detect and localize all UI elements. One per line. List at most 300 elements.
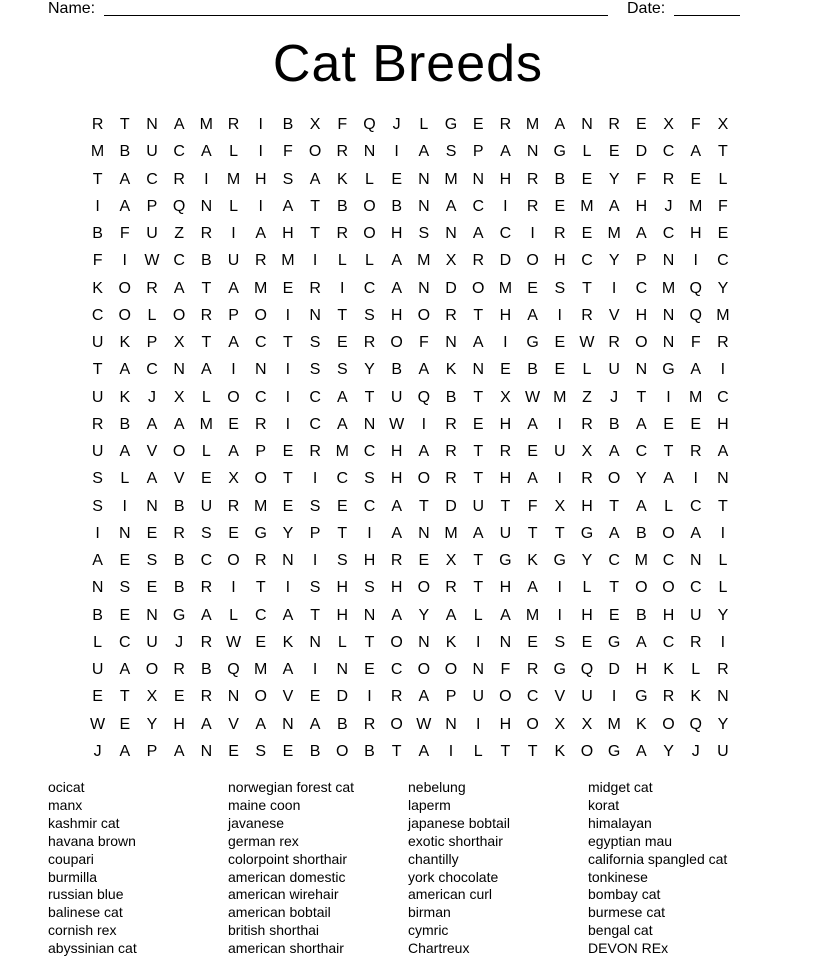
- grid-letter[interactable]: O: [635, 334, 648, 351]
- grid-letter[interactable]: S: [146, 552, 158, 569]
- grid-letter[interactable]: K: [690, 688, 702, 706]
- grid-letter[interactable]: O: [417, 306, 431, 324]
- grid-letter[interactable]: I: [285, 415, 291, 433]
- grid-letter[interactable]: R: [526, 197, 539, 215]
- grid-letter[interactable]: M: [498, 279, 513, 297]
- grid-letter[interactable]: I: [475, 715, 481, 733]
- grid-letter[interactable]: E: [282, 443, 294, 460]
- grid-letter[interactable]: I: [258, 116, 263, 133]
- grid-letter[interactable]: I: [611, 279, 617, 297]
- grid-letter[interactable]: B: [119, 415, 131, 433]
- grid-letter[interactable]: A: [391, 524, 402, 542]
- grid-letter[interactable]: L: [147, 306, 157, 324]
- grid-letter[interactable]: K: [636, 715, 647, 733]
- grid-letter[interactable]: U: [499, 524, 512, 542]
- grid-letter[interactable]: V: [554, 688, 566, 706]
- grid-letter[interactable]: Q: [689, 279, 702, 297]
- grid-letter[interactable]: C: [526, 688, 539, 706]
- grid-letter[interactable]: X: [309, 116, 321, 133]
- grid-letter[interactable]: B: [608, 415, 620, 433]
- grid-letter[interactable]: S: [309, 334, 321, 351]
- grid-letter[interactable]: B: [173, 497, 185, 515]
- grid-letter[interactable]: N: [662, 252, 675, 270]
- grid-letter[interactable]: C: [717, 388, 729, 406]
- grid-letter[interactable]: R: [499, 443, 512, 460]
- grid-letter[interactable]: W: [144, 252, 160, 270]
- grid-letter[interactable]: U: [390, 388, 403, 406]
- grid-letter[interactable]: T: [310, 197, 320, 215]
- grid-letter[interactable]: B: [309, 742, 321, 760]
- grid-letter[interactable]: I: [258, 143, 263, 161]
- grid-letter[interactable]: A: [255, 225, 267, 242]
- grid-letter[interactable]: R: [254, 252, 267, 270]
- grid-letter[interactable]: P: [146, 334, 158, 351]
- grid-letter[interactable]: O: [336, 742, 349, 760]
- grid-letter[interactable]: I: [312, 552, 318, 569]
- grid-letter[interactable]: R: [91, 415, 104, 433]
- grid-letter[interactable]: N: [146, 606, 158, 624]
- grid-letter[interactable]: E: [472, 415, 484, 433]
- grid-letter[interactable]: T: [473, 579, 484, 597]
- grid-letter[interactable]: X: [581, 715, 593, 733]
- grid-letter[interactable]: R: [662, 688, 675, 706]
- grid-letter[interactable]: A: [119, 443, 131, 460]
- grid-letter[interactable]: T: [473, 388, 484, 406]
- date-field[interactable]: [674, 15, 740, 16]
- grid-letter[interactable]: S: [554, 633, 566, 651]
- grid-letter[interactable]: G: [553, 143, 566, 161]
- grid-letter[interactable]: A: [173, 742, 185, 760]
- grid-letter[interactable]: S: [309, 579, 321, 597]
- grid-letter[interactable]: B: [119, 143, 131, 161]
- grid-letter[interactable]: T: [473, 306, 484, 324]
- grid-letter[interactable]: I: [312, 252, 318, 270]
- grid-letter[interactable]: A: [119, 197, 131, 215]
- grid-letter[interactable]: S: [92, 470, 103, 488]
- grid-letter[interactable]: L: [229, 143, 238, 161]
- grid-letter[interactable]: H: [173, 715, 185, 733]
- grid-letter[interactable]: E: [146, 579, 158, 597]
- grid-letter[interactable]: I: [557, 306, 562, 324]
- grid-letter[interactable]: E: [119, 606, 131, 624]
- grid-letter[interactable]: N: [499, 633, 512, 651]
- grid-letter[interactable]: I: [312, 661, 318, 678]
- grid-letter[interactable]: O: [444, 661, 458, 678]
- grid-letter[interactable]: F: [119, 225, 130, 242]
- grid-letter[interactable]: A: [282, 197, 294, 215]
- grid-letter[interactable]: X: [554, 497, 566, 515]
- grid-letter[interactable]: H: [717, 415, 729, 433]
- grid-letter[interactable]: L: [93, 633, 103, 651]
- grid-letter[interactable]: O: [580, 742, 594, 760]
- grid-letter[interactable]: N: [336, 661, 349, 678]
- grid-letter[interactable]: X: [146, 688, 158, 706]
- grid-letter[interactable]: R: [254, 415, 267, 433]
- grid-letter[interactable]: T: [718, 497, 728, 515]
- grid-letter[interactable]: U: [91, 334, 104, 351]
- grid-letter[interactable]: O: [254, 306, 267, 324]
- grid-letter[interactable]: T: [609, 579, 620, 597]
- grid-letter[interactable]: E: [228, 742, 239, 760]
- grid-letter[interactable]: E: [282, 497, 294, 515]
- grid-letter[interactable]: M: [199, 415, 213, 433]
- grid-letter[interactable]: I: [312, 470, 318, 488]
- grid-letter[interactable]: V: [282, 688, 294, 706]
- grid-letter[interactable]: S: [119, 579, 131, 597]
- grid-letter[interactable]: M: [444, 170, 458, 188]
- grid-letter[interactable]: G: [553, 552, 566, 569]
- grid-letter[interactable]: X: [554, 715, 566, 733]
- grid-letter[interactable]: M: [607, 715, 621, 733]
- grid-letter[interactable]: D: [635, 143, 648, 161]
- grid-letter[interactable]: C: [254, 334, 267, 351]
- grid-letter[interactable]: T: [473, 443, 484, 460]
- grid-letter[interactable]: A: [418, 443, 430, 460]
- grid-letter[interactable]: T: [364, 633, 375, 651]
- grid-letter[interactable]: N: [418, 524, 430, 542]
- grid-letter[interactable]: I: [720, 361, 726, 379]
- grid-letter[interactable]: A: [201, 361, 212, 379]
- grid-letter[interactable]: I: [611, 688, 617, 706]
- grid-letter[interactable]: T: [283, 334, 293, 351]
- grid-letter[interactable]: Q: [580, 661, 594, 678]
- grid-letter[interactable]: J: [147, 388, 156, 406]
- grid-letter[interactable]: N: [717, 688, 729, 706]
- grid-letter[interactable]: U: [91, 388, 104, 406]
- grid-letter[interactable]: R: [173, 524, 185, 542]
- grid-letter[interactable]: A: [146, 470, 158, 488]
- grid-letter[interactable]: A: [636, 497, 647, 515]
- grid-letter[interactable]: C: [336, 470, 349, 488]
- grid-letter[interactable]: N: [445, 715, 457, 733]
- grid-letter[interactable]: I: [231, 579, 236, 597]
- grid-letter[interactable]: E: [581, 225, 593, 242]
- grid-letter[interactable]: E: [228, 524, 239, 542]
- grid-letter[interactable]: N: [200, 742, 213, 760]
- grid-letter[interactable]: S: [282, 170, 294, 188]
- grid-letter[interactable]: O: [390, 633, 403, 651]
- grid-letter[interactable]: E: [527, 279, 538, 297]
- grid-letter[interactable]: R: [390, 688, 403, 706]
- grid-letter[interactable]: R: [554, 225, 566, 242]
- grid-letter[interactable]: H: [336, 579, 349, 597]
- grid-letter[interactable]: K: [282, 633, 294, 651]
- grid-letter[interactable]: O: [471, 279, 485, 297]
- grid-letter[interactable]: H: [390, 225, 403, 242]
- grid-letter[interactable]: E: [173, 688, 185, 706]
- grid-letter[interactable]: K: [119, 334, 131, 351]
- grid-letter[interactable]: T: [554, 524, 565, 542]
- grid-letter[interactable]: X: [581, 443, 593, 460]
- grid-letter[interactable]: W: [90, 715, 106, 733]
- grid-letter[interactable]: Q: [227, 661, 240, 678]
- grid-letter[interactable]: C: [608, 552, 620, 569]
- grid-letter[interactable]: R: [254, 552, 267, 569]
- grid-letter[interactable]: M: [525, 606, 540, 624]
- grid-letter[interactable]: G: [662, 361, 675, 379]
- grid-letter[interactable]: A: [527, 470, 538, 488]
- grid-letter[interactable]: Y: [581, 552, 593, 569]
- grid-letter[interactable]: F: [337, 116, 348, 133]
- grid-letter[interactable]: E: [119, 552, 131, 569]
- grid-letter[interactable]: I: [367, 524, 372, 542]
- grid-letter[interactable]: F: [718, 197, 728, 215]
- grid-letter[interactable]: A: [418, 143, 430, 161]
- grid-letter[interactable]: T: [500, 497, 511, 515]
- grid-letter[interactable]: R: [689, 443, 702, 460]
- grid-letter[interactable]: U: [472, 688, 484, 706]
- grid-letter[interactable]: N: [662, 334, 675, 351]
- grid-letter[interactable]: O: [118, 279, 131, 297]
- grid-letter[interactable]: A: [282, 661, 294, 678]
- grid-letter[interactable]: O: [118, 306, 131, 324]
- grid-letter[interactable]: B: [92, 606, 103, 624]
- grid-letter[interactable]: J: [93, 742, 102, 760]
- grid-letter[interactable]: T: [500, 742, 511, 760]
- grid-letter[interactable]: T: [527, 524, 538, 542]
- grid-letter[interactable]: O: [308, 143, 322, 161]
- grid-letter[interactable]: M: [254, 497, 268, 515]
- grid-letter[interactable]: C: [662, 633, 675, 651]
- grid-letter[interactable]: A: [418, 361, 430, 379]
- grid-letter[interactable]: T: [337, 306, 348, 324]
- grid-letter[interactable]: O: [390, 715, 403, 733]
- grid-letter[interactable]: A: [690, 524, 702, 542]
- grid-letter[interactable]: I: [122, 497, 127, 515]
- grid-letter[interactable]: P: [255, 443, 267, 460]
- grid-letter[interactable]: I: [285, 388, 291, 406]
- grid-letter[interactable]: D: [499, 252, 512, 270]
- grid-letter[interactable]: E: [418, 552, 430, 569]
- grid-letter[interactable]: A: [173, 279, 185, 297]
- grid-letter[interactable]: A: [309, 170, 321, 188]
- grid-letter[interactable]: N: [418, 633, 430, 651]
- grid-letter[interactable]: T: [582, 279, 592, 297]
- grid-letter[interactable]: B: [527, 361, 538, 379]
- grid-letter[interactable]: Q: [689, 306, 702, 324]
- grid-letter[interactable]: A: [173, 116, 185, 133]
- grid-letter[interactable]: A: [228, 279, 239, 297]
- grid-letter[interactable]: X: [717, 116, 729, 133]
- grid-letter[interactable]: A: [228, 443, 239, 460]
- grid-letter[interactable]: F: [283, 143, 293, 161]
- grid-letter[interactable]: N: [689, 552, 702, 569]
- grid-letter[interactable]: A: [119, 361, 131, 379]
- grid-letter[interactable]: Y: [717, 606, 729, 624]
- grid-letter[interactable]: T: [418, 497, 429, 515]
- grid-letter[interactable]: T: [473, 552, 484, 569]
- grid-letter[interactable]: A: [309, 715, 321, 733]
- grid-letter[interactable]: I: [231, 225, 236, 242]
- grid-letter[interactable]: O: [526, 715, 539, 733]
- grid-letter[interactable]: N: [363, 415, 376, 433]
- grid-letter[interactable]: M: [199, 116, 213, 133]
- grid-letter[interactable]: A: [445, 606, 457, 624]
- grid-letter[interactable]: P: [228, 306, 239, 324]
- grid-letter[interactable]: S: [336, 552, 348, 569]
- grid-letter[interactable]: T: [310, 225, 320, 242]
- grid-letter[interactable]: T: [92, 361, 103, 379]
- grid-letter[interactable]: N: [254, 361, 267, 379]
- grid-letter[interactable]: O: [417, 661, 431, 678]
- grid-letter[interactable]: V: [173, 470, 185, 488]
- grid-letter[interactable]: D: [445, 279, 457, 297]
- grid-letter[interactable]: A: [391, 606, 402, 624]
- grid-letter[interactable]: H: [689, 225, 702, 242]
- grid-letter[interactable]: X: [173, 334, 185, 351]
- grid-letter[interactable]: K: [92, 279, 103, 297]
- grid-letter[interactable]: A: [201, 143, 212, 161]
- grid-letter[interactable]: O: [499, 688, 512, 706]
- grid-letter[interactable]: I: [720, 633, 726, 651]
- grid-letter[interactable]: H: [499, 715, 512, 733]
- grid-letter[interactable]: R: [445, 443, 457, 460]
- grid-letter[interactable]: T: [364, 388, 375, 406]
- grid-letter[interactable]: R: [200, 225, 213, 242]
- grid-letter[interactable]: T: [609, 497, 620, 515]
- grid-letter[interactable]: T: [119, 688, 130, 706]
- grid-letter[interactable]: O: [172, 443, 186, 460]
- grid-letter[interactable]: U: [717, 742, 729, 760]
- grid-letter[interactable]: J: [175, 633, 184, 651]
- grid-letter[interactable]: M: [661, 279, 676, 297]
- grid-letter[interactable]: D: [336, 688, 349, 706]
- grid-letter[interactable]: H: [499, 579, 512, 597]
- grid-letter[interactable]: U: [472, 497, 484, 515]
- grid-letter[interactable]: C: [309, 415, 321, 433]
- grid-letter[interactable]: O: [254, 470, 267, 488]
- grid-letter[interactable]: I: [340, 279, 345, 297]
- grid-letter[interactable]: H: [499, 470, 512, 488]
- grid-letter[interactable]: E: [554, 197, 566, 215]
- grid-letter[interactable]: Y: [418, 606, 430, 624]
- grid-letter[interactable]: V: [608, 306, 620, 324]
- grid-letter[interactable]: R: [146, 279, 158, 297]
- grid-letter[interactable]: R: [309, 443, 321, 460]
- grid-letter[interactable]: R: [173, 661, 185, 678]
- grid-letter[interactable]: R: [472, 252, 484, 270]
- grid-letter[interactable]: R: [689, 633, 702, 651]
- grid-letter[interactable]: R: [581, 470, 593, 488]
- grid-letter[interactable]: R: [445, 306, 457, 324]
- grid-letter[interactable]: J: [610, 388, 619, 406]
- grid-letter[interactable]: M: [689, 197, 703, 215]
- grid-letter[interactable]: E: [391, 170, 402, 188]
- grid-letter[interactable]: L: [337, 252, 347, 270]
- grid-letter[interactable]: L: [120, 470, 130, 488]
- grid-letter[interactable]: H: [635, 661, 648, 678]
- grid-letter[interactable]: I: [666, 388, 671, 406]
- grid-letter[interactable]: B: [173, 552, 185, 569]
- grid-letter[interactable]: N: [282, 715, 294, 733]
- grid-letter[interactable]: C: [119, 633, 131, 651]
- grid-letter[interactable]: H: [581, 497, 593, 515]
- grid-letter[interactable]: E: [527, 443, 538, 460]
- grid-letter[interactable]: G: [526, 334, 539, 351]
- grid-letter[interactable]: S: [554, 279, 566, 297]
- grid-letter[interactable]: U: [554, 443, 566, 460]
- grid-letter[interactable]: B: [445, 388, 457, 406]
- grid-letter[interactable]: A: [418, 742, 430, 760]
- grid-letter[interactable]: I: [421, 415, 427, 433]
- grid-letter[interactable]: C: [581, 252, 593, 270]
- grid-letter[interactable]: C: [309, 388, 321, 406]
- grid-letter[interactable]: N: [418, 279, 430, 297]
- grid-letter[interactable]: K: [445, 361, 457, 379]
- grid-letter[interactable]: C: [499, 225, 512, 242]
- grid-letter[interactable]: N: [472, 661, 484, 678]
- grid-letter[interactable]: L: [337, 633, 347, 651]
- grid-letter[interactable]: B: [336, 197, 348, 215]
- grid-letter[interactable]: A: [391, 497, 402, 515]
- grid-letter[interactable]: R: [526, 170, 539, 188]
- grid-letter[interactable]: R: [445, 415, 457, 433]
- grid-letter[interactable]: R: [499, 116, 512, 133]
- grid-letter[interactable]: U: [91, 443, 104, 460]
- grid-letter[interactable]: F: [500, 661, 511, 678]
- grid-letter[interactable]: J: [392, 116, 401, 133]
- grid-letter[interactable]: C: [689, 497, 702, 515]
- grid-letter[interactable]: F: [690, 116, 701, 133]
- grid-letter[interactable]: I: [367, 688, 372, 706]
- grid-letter[interactable]: P: [146, 742, 158, 760]
- grid-letter[interactable]: M: [254, 279, 268, 297]
- name-field[interactable]: [104, 15, 608, 16]
- grid-letter[interactable]: R: [173, 170, 185, 188]
- grid-letter[interactable]: I: [720, 524, 726, 542]
- grid-letter[interactable]: I: [557, 579, 562, 597]
- grid-letter[interactable]: I: [95, 197, 100, 215]
- grid-letter[interactable]: B: [636, 606, 647, 624]
- grid-letter[interactable]: B: [282, 116, 294, 133]
- grid-letter[interactable]: C: [200, 552, 213, 569]
- grid-letter[interactable]: R: [336, 225, 349, 242]
- grid-letter[interactable]: E: [282, 742, 294, 760]
- grid-letter[interactable]: O: [227, 388, 240, 406]
- grid-letter[interactable]: O: [363, 197, 376, 215]
- grid-letter[interactable]: O: [417, 579, 431, 597]
- grid-letter[interactable]: A: [201, 715, 212, 733]
- grid-letter[interactable]: I: [285, 579, 291, 597]
- grid-letter[interactable]: Y: [146, 715, 158, 733]
- grid-letter[interactable]: A: [336, 415, 348, 433]
- grid-letter[interactable]: A: [119, 170, 131, 188]
- grid-letter[interactable]: H: [363, 552, 376, 569]
- grid-letter[interactable]: I: [503, 334, 508, 351]
- grid-letter[interactable]: L: [718, 579, 728, 597]
- grid-letter[interactable]: E: [717, 225, 729, 242]
- grid-letter[interactable]: E: [146, 524, 158, 542]
- grid-letter[interactable]: Y: [282, 524, 294, 542]
- grid-letter[interactable]: M: [335, 443, 349, 460]
- grid-letter[interactable]: H: [336, 606, 349, 624]
- grid-letter[interactable]: T: [255, 579, 266, 597]
- grid-letter[interactable]: S: [336, 361, 348, 379]
- grid-letter[interactable]: S: [445, 143, 457, 161]
- grid-letter[interactable]: P: [472, 143, 484, 161]
- grid-letter[interactable]: D: [608, 661, 620, 678]
- grid-letter[interactable]: I: [231, 361, 236, 379]
- grid-letter[interactable]: C: [662, 552, 675, 569]
- grid-letter[interactable]: C: [689, 579, 702, 597]
- grid-letter[interactable]: G: [254, 524, 267, 542]
- grid-letter[interactable]: E: [228, 415, 239, 433]
- grid-letter[interactable]: E: [282, 279, 294, 297]
- grid-letter[interactable]: A: [636, 742, 647, 760]
- grid-letter[interactable]: L: [582, 143, 592, 161]
- grid-letter[interactable]: L: [718, 170, 728, 188]
- grid-letter[interactable]: E: [554, 361, 566, 379]
